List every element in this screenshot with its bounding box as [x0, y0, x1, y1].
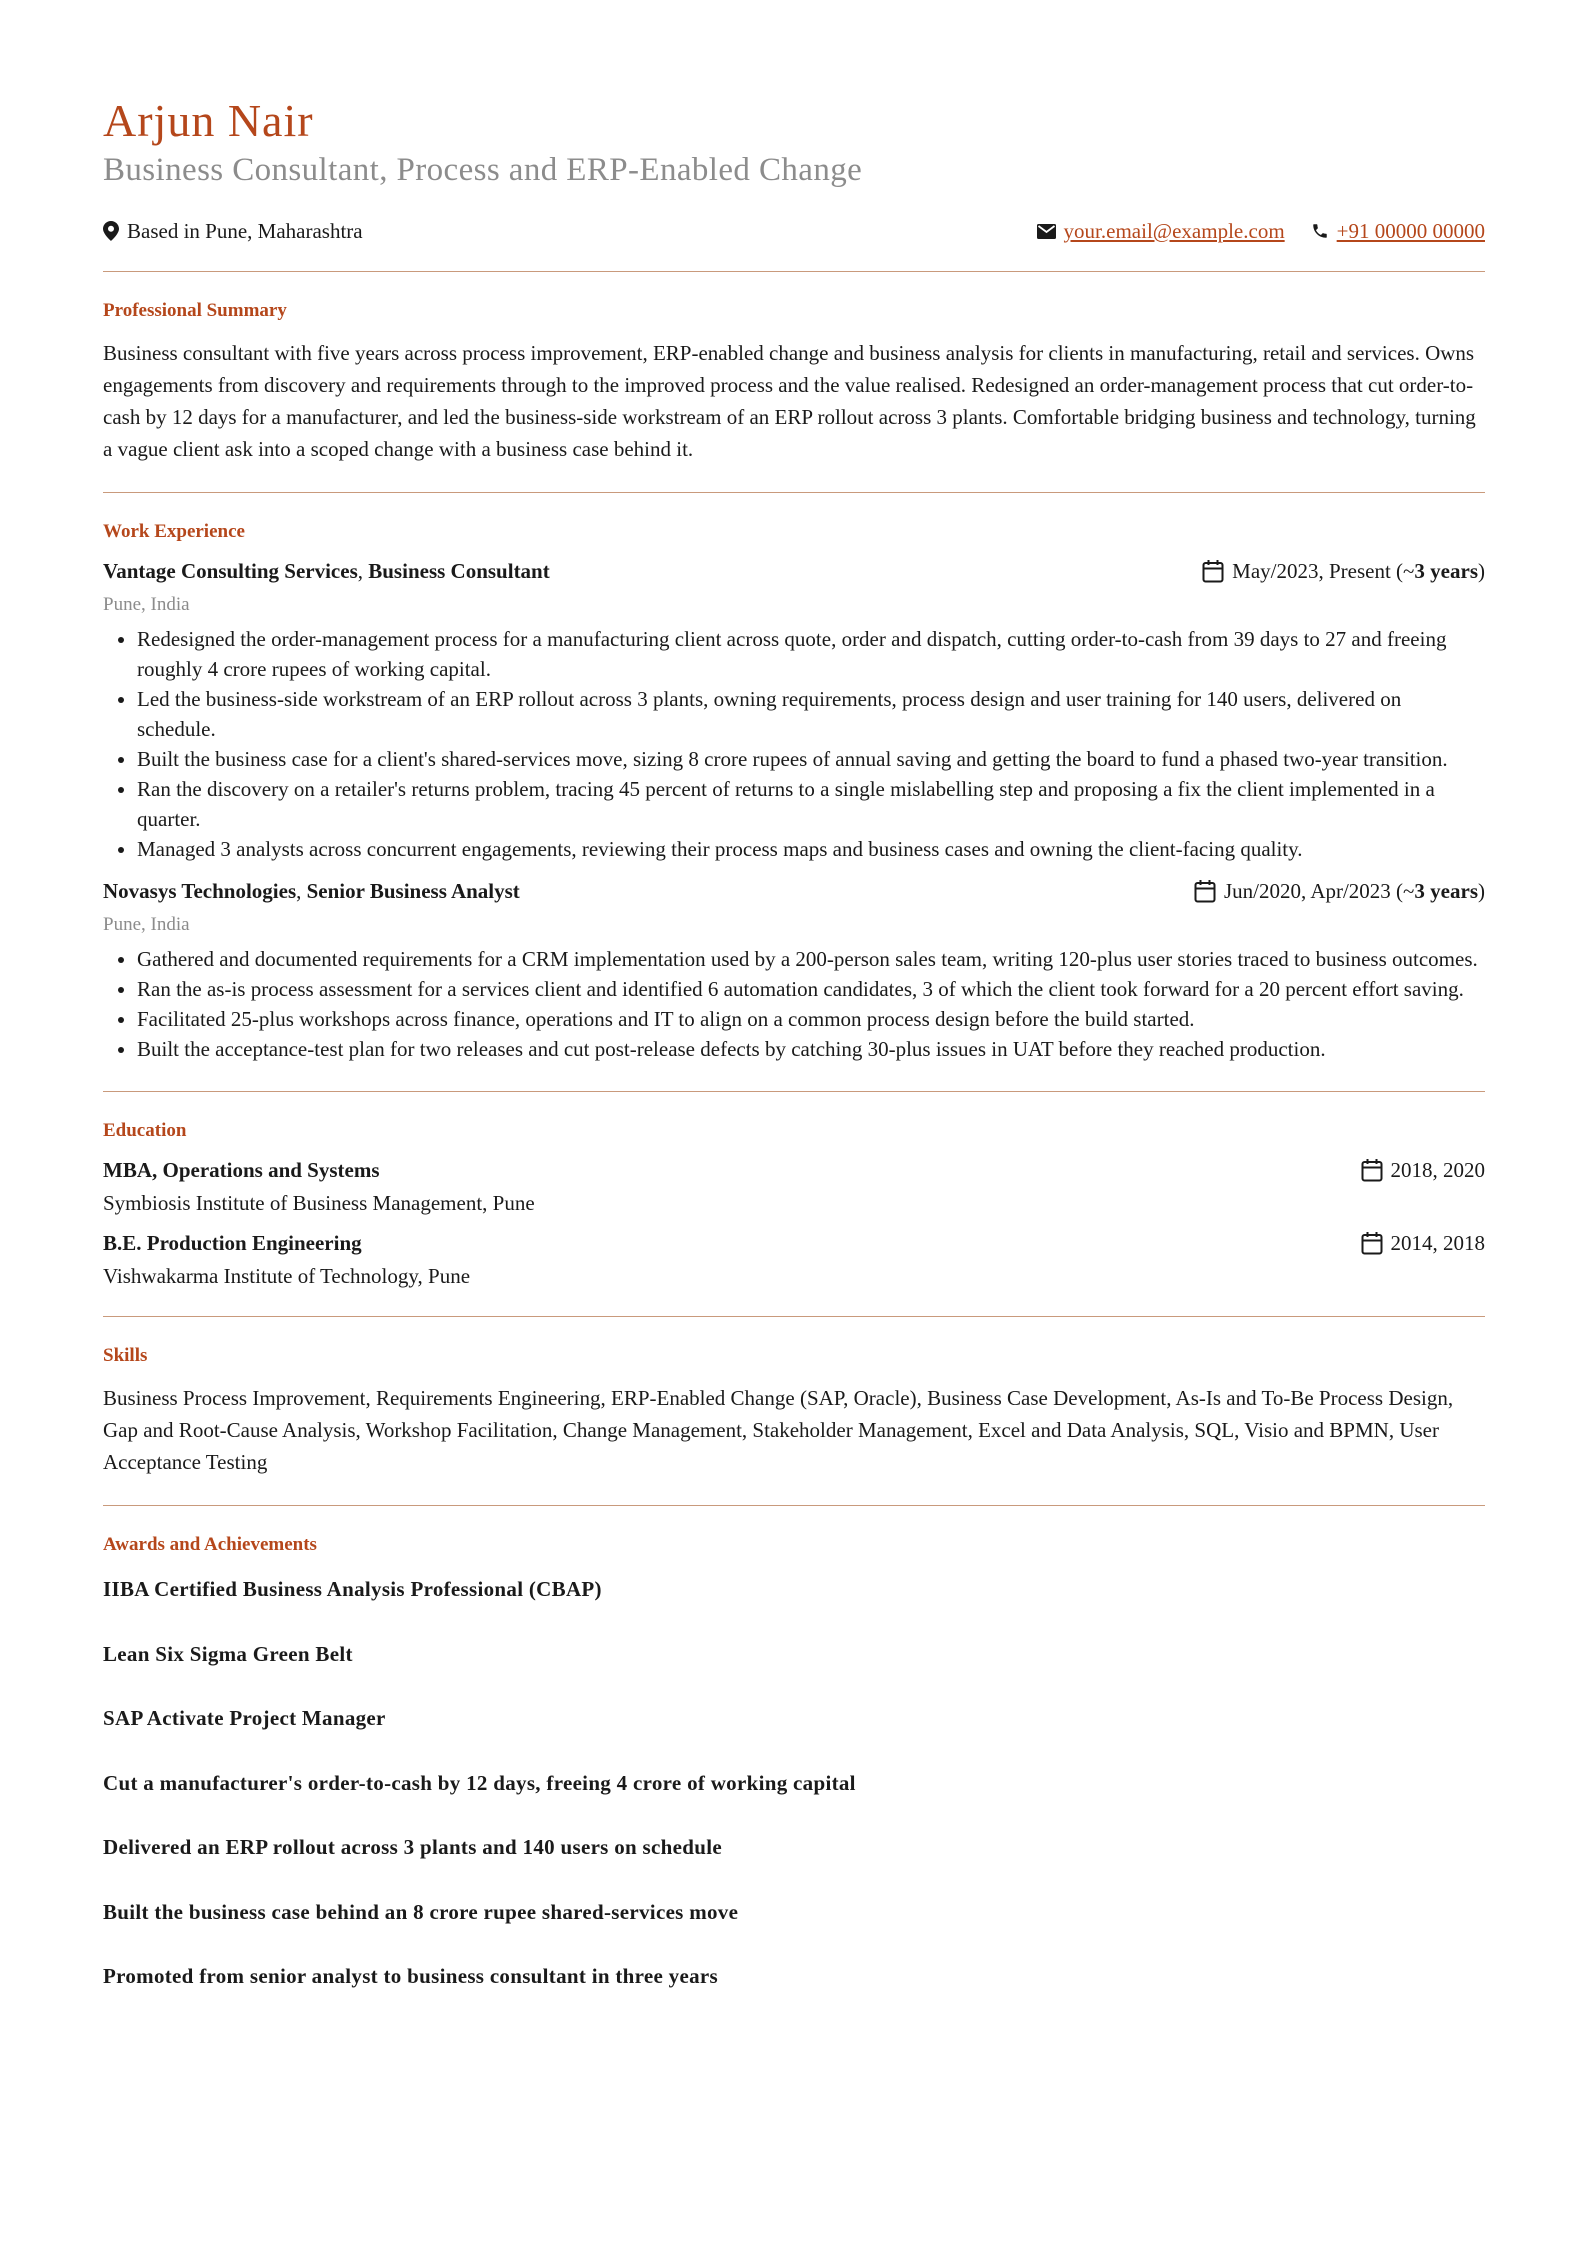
phone-link[interactable]: +91 00000 00000 [1336, 218, 1485, 243]
award-item: Delivered an ERP rollout across 3 plants and 140 users on schedule [103, 1835, 722, 1860]
section-heading: Professional Summary [103, 300, 287, 322]
section-heading: Skills [103, 1345, 148, 1367]
list-item: • Gathered and documented requirements for a CRM implementation used by a 200-person sales team, writing 120-plus user stories traced to business outcomes. [137, 944, 1485, 974]
summary-section [103, 301, 1485, 465]
degree-name: MBA, Operations and Systems [103, 1157, 380, 1182]
section-heading: Awards and Achievements [103, 1534, 317, 1556]
date-range: 2018, 2020 [1390, 1157, 1485, 1182]
location-item [103, 219, 363, 244]
calendar-icon [1361, 1158, 1383, 1182]
list-item: • Ran the discovery on a retailer's returns problem, tracing 45 percent of returns to a single mislabelling step and proposing a fix the client implemented in a quarter. [137, 774, 1485, 834]
divider [103, 1505, 1485, 1506]
job-location: Pune, India [103, 914, 190, 936]
education-section [103, 1121, 1485, 1289]
awards-list [103, 1574, 1485, 2026]
map-pin-icon [103, 221, 119, 241]
calendar-icon [1194, 879, 1216, 903]
summary-text: Business consultant with five years across process improvement, ERP-enabled change and business analysis for clients in manufacturing, retail and services. Owns engagements from discovery and requirements through to the improved process and the value realised. Redesigned an order-management process that cut order-to-cash by 12 days for a manufacturer, and led the business-side workstream of an ERP rollout across 3 plants. Comfortable bridging business and technology, turning a vague client ask into a scoped change with a business case behind it. [103, 341, 1476, 462]
education-header [103, 1155, 1485, 1185]
envelope-icon [1037, 224, 1056, 239]
award-item: IIBA Certified Business Analysis Professional (CBAP) [103, 1577, 602, 1602]
education-entry [103, 1228, 1485, 1289]
company-name: Novasys Technologies [103, 878, 297, 903]
email-link[interactable]: your.email@example.com [1063, 218, 1285, 243]
skills-text: Business Process Improvement, Requirements Engineering, ERP-Enabled Change (SAP, Oracle), Business Case Development, As-Is and To-Be Process Design, Gap and Root-Cause Analysis, Workshop Facilitation, Change Management, Stakeholder Management, Excel and Data Analysis, SQL, Visio and BPMN, User Acceptance Testing [103, 1386, 1454, 1475]
date-range: Jun/2020, Apr/2023 (~ [1223, 878, 1415, 903]
list-item: • Led the business-side workstream of an ERP rollout across 3 plants, owning requirements, process design and user training for 140 users, delivered on schedule. [137, 684, 1485, 744]
location-text: Based in Pune, Maharashtra [127, 218, 363, 243]
job-role: Business Consultant [368, 558, 550, 583]
job-header: Novasys Technologies, Senior Business Analyst Jun/2020, Apr/2023 (~ 3 years ) [103, 878, 1485, 903]
contact-bar [103, 216, 1485, 246]
list-item: • Built the business case for a client's shared-services move, sizing 8 crore rupees of annual saving and getting the board to fund a phased two-year transition. [137, 744, 1485, 774]
phone-icon [1311, 222, 1329, 240]
education-dates [1361, 1158, 1486, 1183]
award-item: Lean Six Sigma Green Belt [103, 1641, 353, 1666]
section-heading: Work Experience [103, 521, 245, 543]
job-dates: May/2023, Present (~ 3 years ) [1202, 559, 1485, 584]
candidate-name: Arjun Nair [103, 95, 314, 146]
email-item[interactable] [1037, 219, 1285, 244]
job-role: Senior Business Analyst [306, 878, 520, 903]
divider [103, 1091, 1485, 1092]
job-header: Vantage Consulting Services, Business Consultant May/2023, Present (~ 3 years ) [103, 558, 1485, 583]
award-item: SAP Activate Project Manager [103, 1706, 386, 1731]
list-item: • Ran the as-is process assessment for a services client and identified 6 automation candidates, 3 of which the client took forward for a 20 percent effort saving. [137, 974, 1485, 1004]
date-range: May/2023, Present (~ [1232, 558, 1415, 583]
list-item: • Built the acceptance-test plan for two releases and cut post-release defects by catching 30-plus issues in UAT before they reached production. [137, 1034, 1485, 1064]
job-location: Pune, India [103, 594, 190, 616]
job-bullets [103, 944, 1485, 1064]
job-entry [103, 876, 1485, 1064]
list-item: • Facilitated 25-plus workshops across finance, operations and IT to align on a common process design before the build started. [137, 1004, 1485, 1034]
education-dates [1361, 1231, 1486, 1256]
skills-section [103, 1346, 1485, 1478]
list-item: • Redesigned the order-management process for a manufacturing client across quote, order and dispatch, cutting order-to-cash from 39 days to 27 and freeing roughly 4 crore rupees of working capital. [137, 624, 1485, 684]
award-item: Cut a manufacturer's order-to-cash by 12 days, freeing 4 crore of working capital [103, 1770, 856, 1795]
divider [103, 1316, 1485, 1317]
experience-section [103, 522, 1485, 1064]
degree-name: B.E. Production Engineering [103, 1230, 362, 1255]
award-item: Promoted from senior analyst to business consultant in three years [103, 1964, 718, 1989]
section-heading: Education [103, 1120, 187, 1142]
list-item: • Managed 3 analysts across concurrent engagements, reviewing their process maps and business cases and owning the client-facing quality. [137, 834, 1485, 864]
date-range: 2014, 2018 [1390, 1230, 1485, 1255]
divider [103, 271, 1485, 272]
job-bullets [103, 624, 1485, 864]
calendar-icon [1202, 559, 1224, 583]
job-entry [103, 556, 1485, 864]
education-header [103, 1228, 1485, 1258]
awards-section [103, 1535, 1485, 2026]
job-dates: Jun/2020, Apr/2023 (~ 3 years ) [1194, 879, 1485, 904]
divider [103, 492, 1485, 493]
company-name: Vantage Consulting Services [103, 558, 358, 583]
calendar-icon [1361, 1231, 1383, 1255]
school-name: Vishwakarma Institute of Technology, Pune [103, 1264, 471, 1289]
candidate-title: Business Consultant, Process and ERP-Enabled Change [103, 151, 863, 188]
award-item: Built the business case behind an 8 crore rupee shared-services move [103, 1899, 739, 1924]
school-name: Symbiosis Institute of Business Management, Pune [103, 1191, 535, 1216]
education-entry [103, 1155, 1485, 1216]
phone-item[interactable] [1311, 219, 1485, 244]
duration: 3 years [1414, 558, 1478, 583]
duration: 3 years [1414, 878, 1478, 903]
